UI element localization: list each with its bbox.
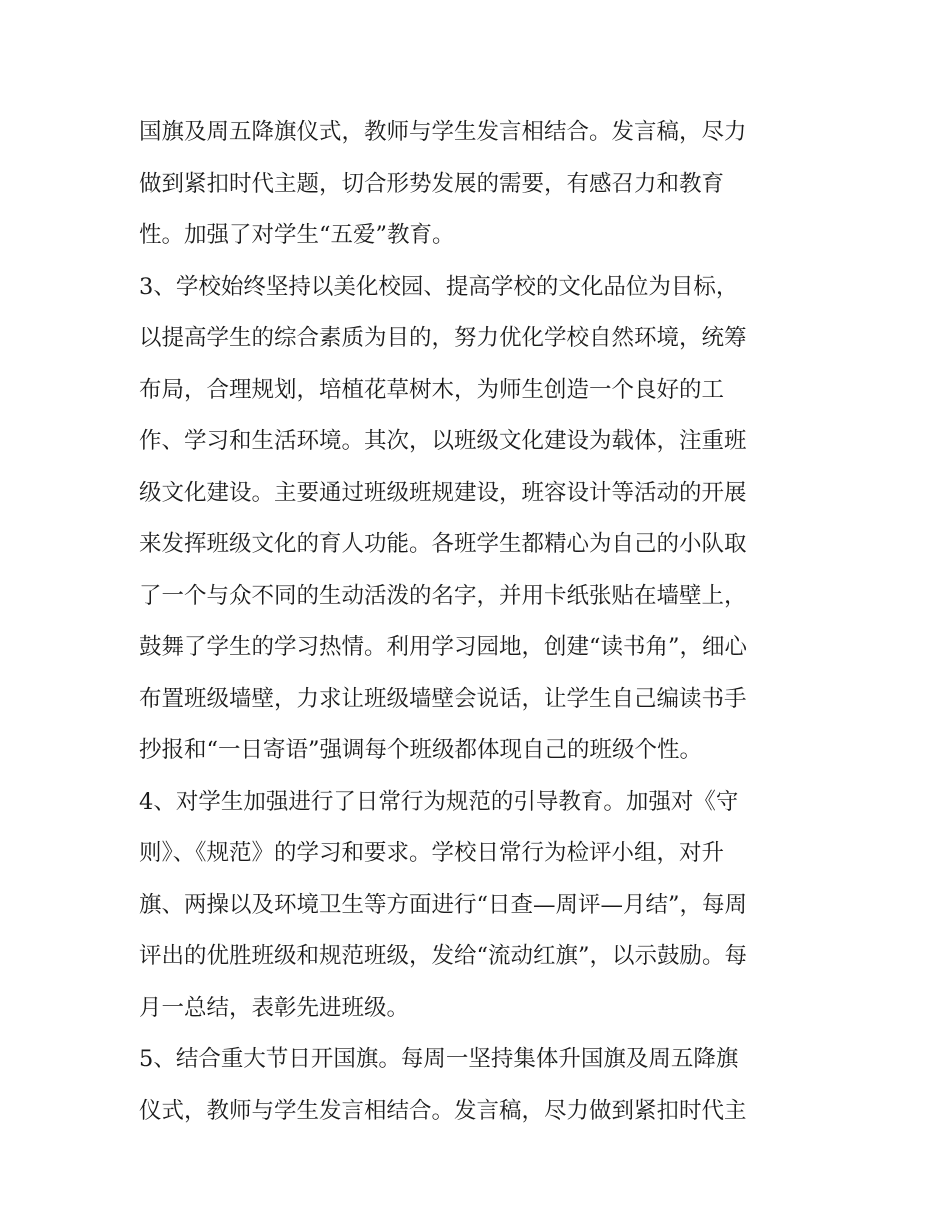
text-line: 作、学习和生活环境。其次，以班级文化建设为载体，注重班 — [139, 428, 747, 454]
text-line: 则》、《规范》的学习和要求。学校日常行为检评小组，对升 — [139, 840, 725, 866]
text-line: 做到紧扣时代主题，切合形势发展的需要，有感召力和教育 — [139, 170, 725, 197]
text-line: 3、学校始终坚持以美化校园、提高学校的文化品位为目标， — [139, 273, 739, 300]
text-line: 性。加强了对学生“五爱”教育。 — [139, 222, 455, 248]
text-line: 以提高学生的综合素质为目的，努力优化学校自然环境，统筹 — [139, 325, 747, 351]
text-line: 来发挥班级文化的育人功能。各班学生都精心为自己的小队取 — [139, 531, 747, 557]
text-line: 4、对学生加强进行了日常行为规范的引导教育。加强对《守 — [139, 788, 739, 815]
text-line: 了一个与众不同的生动活泼的名字，并用卡纸张贴在墙壁上， — [139, 582, 747, 609]
text-line: 国旗及周五降旗仪式，教师与学生发言相结合。发言稿，尽力 — [139, 119, 747, 145]
text-line: 布局，合理规划，培植花草树木，为师生创造一个良好的工 — [139, 376, 725, 403]
text-line: 鼓舞了学生的学习热情。利用学习园地，创建“读书角”，细心 — [139, 634, 748, 660]
text-line: 布置班级墙壁，力求让班级墙壁会说话，让学生自己编读书手 — [139, 685, 747, 712]
body-text — [139, 107, 839, 1137]
text-line: 抄报和“一日寄语”强调每个班级都体现自己的班级个性。 — [139, 737, 703, 763]
text-line: 月一总结，表彰先进班级。 — [139, 994, 410, 1021]
text-line: 仪式，教师与学生发言相结合。发言稿，尽力做到紧扣时代主 — [139, 1097, 747, 1124]
text-line: 评出的优胜班级和规范班级，发给“流动红旗”，以示鼓励。每 — [139, 943, 748, 969]
text-line: 级文化建设。主要通过班级班规建设，班容设计等活动的开展 — [139, 479, 747, 506]
text-line: 5、结合重大节日开国旗。每周一坚持集体升国旗及周五降旗 — [139, 1046, 739, 1072]
text-line: 旗、两操以及环境卫生等方面进行“日查—周评—月结”，每周 — [139, 891, 748, 918]
